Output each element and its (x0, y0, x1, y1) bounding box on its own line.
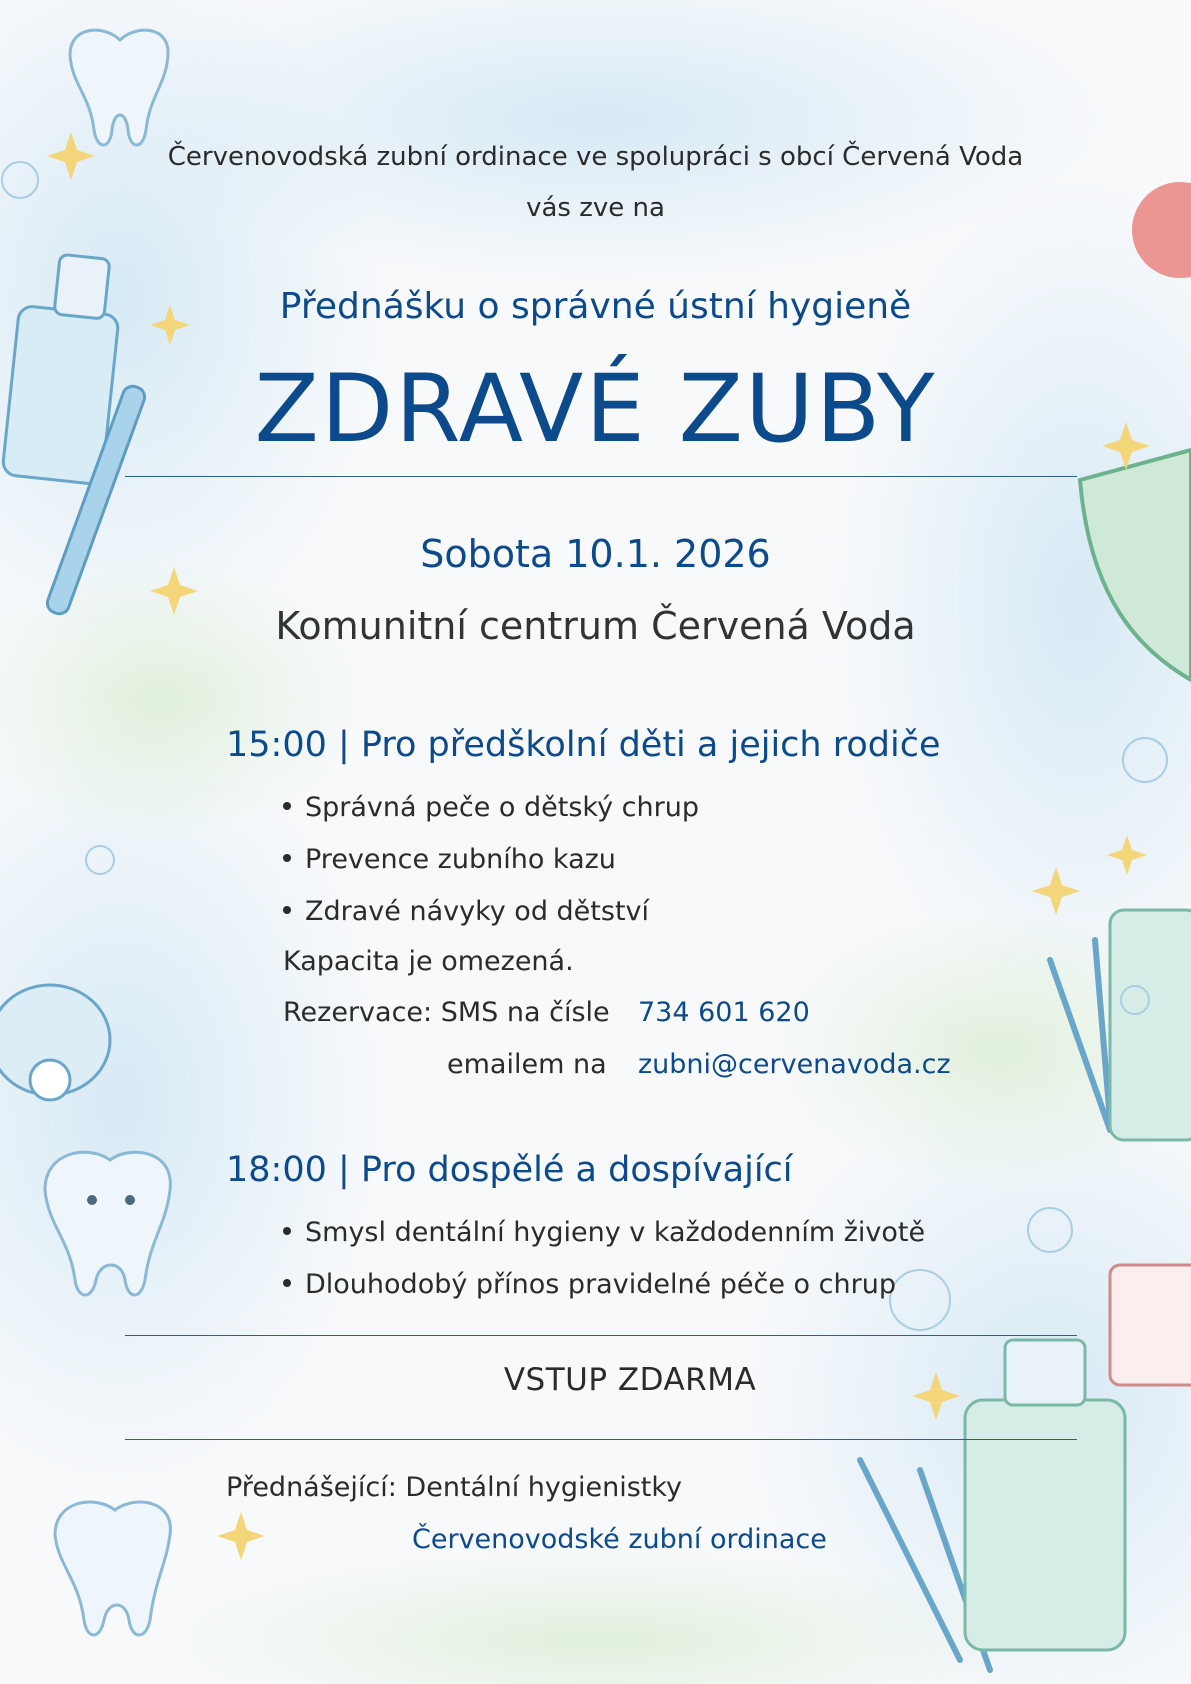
session-1-heading: 15:00 | Pro předškolní děti a jejich rodiče (226, 725, 941, 765)
event-title: ZDRAVÉ ZUBY (254, 355, 937, 464)
reservation-email-link[interactable]: zubni@cervenavoda.cz (638, 1049, 951, 1080)
organization-name: Červenovodské zubní ordinace (412, 1524, 827, 1555)
title-divider (125, 476, 1077, 477)
event-subtitle: Přednášku o správné ústní hygieně (279, 286, 912, 327)
reservation-phone-link[interactable]: 734 601 620 (638, 997, 810, 1028)
list-item: Dlouhodobý přínos pravidelné péče o chrup (283, 1269, 896, 1300)
invitation-intro-line2: vás zve na (526, 193, 665, 223)
list-item: Prevence zubního kazu (283, 844, 616, 875)
email-label: emailem na (447, 1049, 607, 1080)
entry-divider-top (125, 1335, 1077, 1336)
entry-divider-bottom (125, 1439, 1077, 1440)
invitation-intro-line1: Červenovodská zubní ordinace ve spolupráci s obcí Červená Voda (167, 142, 1024, 172)
event-date: Sobota 10.1. 2026 (420, 532, 771, 576)
free-entry-banner: VSTUP ZDARMA (503, 1362, 757, 1398)
jar-icon (1110, 910, 1191, 1140)
list-item: Zdravé návyky od dětství (283, 896, 649, 927)
list-item: Správná peče o dětský chrup (283, 792, 699, 823)
reservation-label: Rezervace: SMS na čísle (283, 997, 610, 1028)
bullet-icon (283, 802, 291, 810)
session-2-heading: 18:00 | Pro dospělé a dospívající (226, 1150, 793, 1190)
bullet-icon (283, 1279, 291, 1287)
lecturer-label: Přednášející: Dentální hygienistky (226, 1472, 683, 1503)
event-place: Komunitní centrum Červená Voda (275, 604, 916, 648)
bullet-icon (283, 854, 291, 862)
capacity-note: Kapacita je omezená. (283, 946, 574, 977)
list-item: Smysl dentální hygieny v každodenním životě (283, 1217, 925, 1248)
bullet-icon (283, 1227, 291, 1235)
bullet-icon (283, 906, 291, 914)
